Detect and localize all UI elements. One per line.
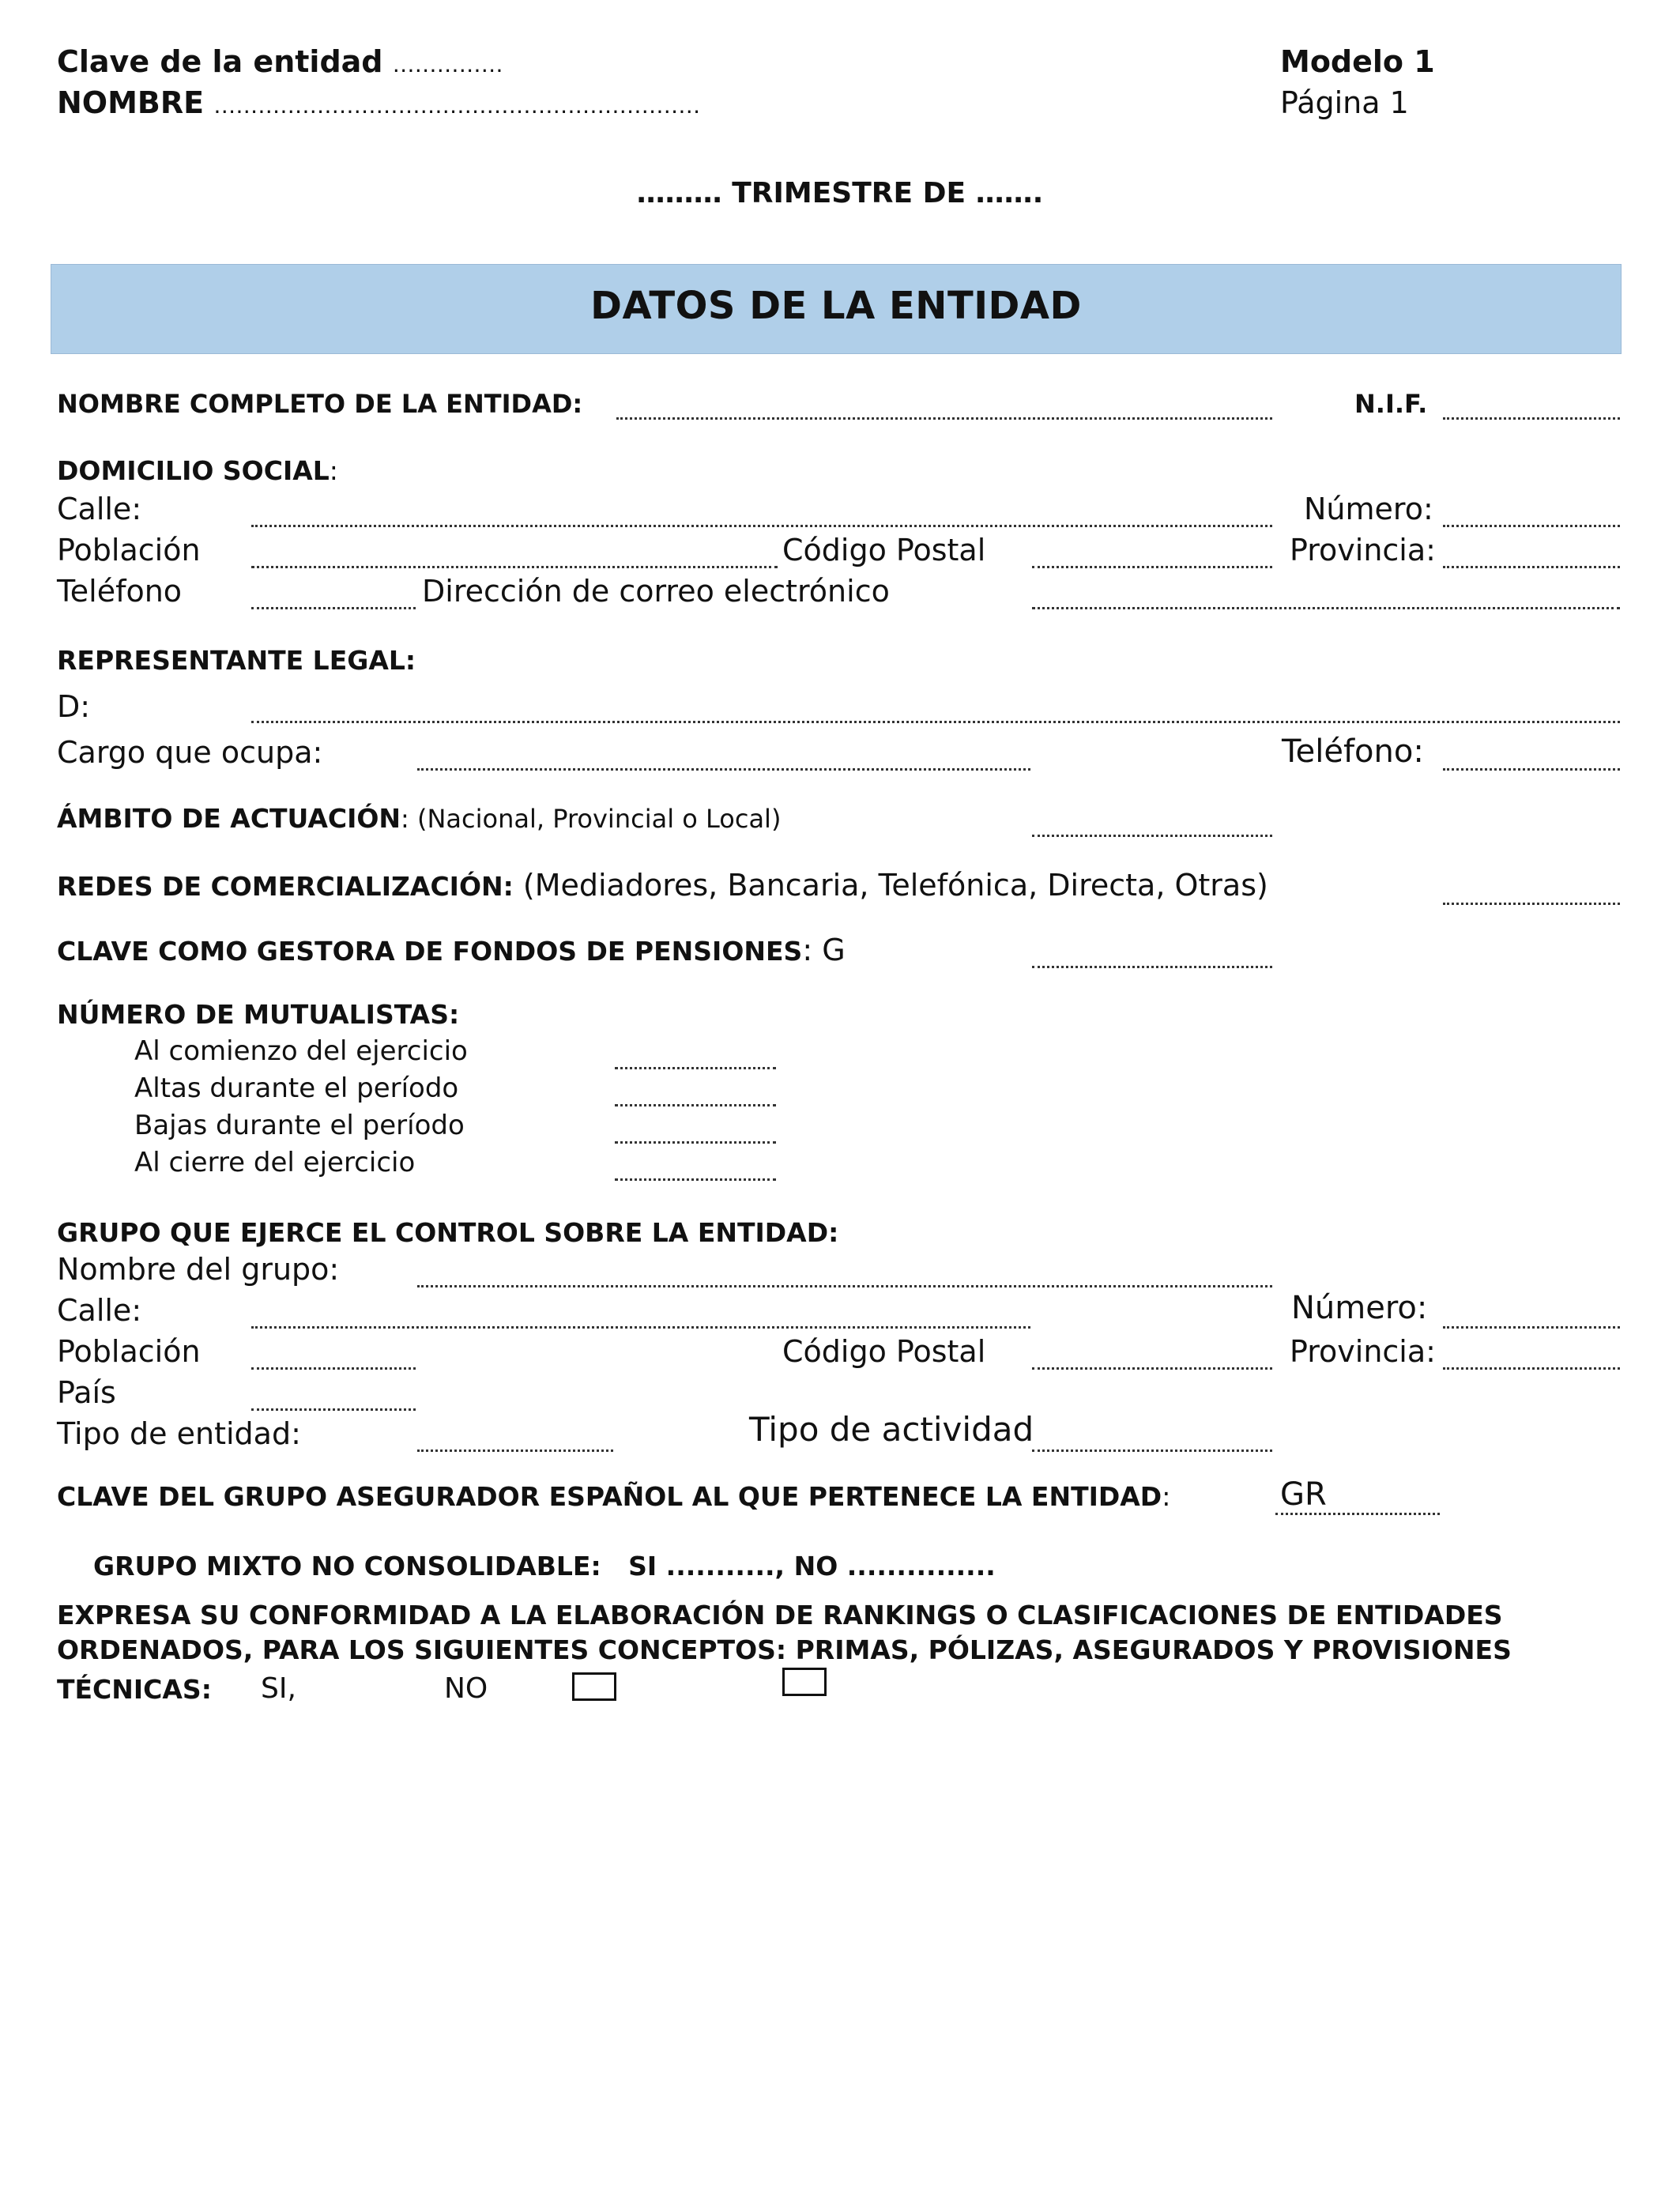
ambito-title: ÁMBITO DE ACTUACIÓN bbox=[57, 803, 401, 834]
gestora-field[interactable] bbox=[1032, 966, 1272, 968]
clave-grupo-heading bbox=[57, 1481, 1170, 1512]
representante-telefono-label: Teléfono: bbox=[1282, 733, 1424, 770]
grupo-poblacion-field[interactable] bbox=[251, 1367, 416, 1370]
representante-telefono-field[interactable] bbox=[1443, 768, 1620, 771]
conformidad-line1: EXPRESA SU CONFORMIDAD A LA ELABORACIÓN DE RANKINGS O CLASIFICACIONES DE ENTIDADES bbox=[57, 1600, 1503, 1630]
grupo-numero-label: Número: bbox=[1291, 1290, 1428, 1326]
representante-d-field[interactable] bbox=[251, 721, 1620, 723]
domicilio-telefono-label: Teléfono bbox=[57, 574, 183, 609]
pagina-label: Página 1 bbox=[1280, 85, 1409, 120]
nif-field[interactable] bbox=[1443, 417, 1620, 420]
domicilio-correo-label: Dirección de correo electrónico bbox=[422, 574, 890, 609]
mutualistas-item: Al comienzo del ejercicio bbox=[134, 1035, 468, 1067]
representante-cargo-label: Cargo que ocupa: bbox=[57, 735, 323, 770]
section-banner bbox=[51, 264, 1622, 354]
nombre-completo-field[interactable] bbox=[616, 417, 1272, 420]
domicilio-poblacion-field[interactable] bbox=[251, 566, 778, 568]
mutualistas-field[interactable] bbox=[615, 1067, 776, 1069]
grupo-mixto-text: GRUPO MIXTO NO CONSOLIDABLE: SI ..........., NO ............... bbox=[93, 1551, 996, 1581]
gestora-desc: : G bbox=[802, 933, 846, 967]
mutualistas-item: Bajas durante el período bbox=[134, 1110, 465, 1141]
ambito-heading bbox=[57, 803, 781, 834]
grupo-numero-field[interactable] bbox=[1443, 1326, 1620, 1329]
conformidad-no-label: NO bbox=[444, 1672, 488, 1705]
clave-grupo-prefix: GR bbox=[1280, 1476, 1327, 1513]
representante-title: REPRESENTANTE LEGAL: bbox=[57, 645, 416, 676]
domicilio-numero-field[interactable] bbox=[1443, 525, 1620, 527]
conformidad-si-checkbox[interactable] bbox=[572, 1672, 616, 1701]
domicilio-provincia-label: Provincia: bbox=[1290, 533, 1436, 567]
grupo-calle-label: Calle: bbox=[57, 1293, 142, 1328]
redes-heading bbox=[57, 868, 1268, 903]
domicilio-calle-field[interactable] bbox=[251, 525, 1272, 527]
redes-field[interactable] bbox=[1443, 903, 1620, 905]
domicilio-telefono-field[interactable] bbox=[251, 607, 416, 609]
redes-title: REDES DE COMERCIALIZACIÓN: bbox=[57, 871, 514, 902]
clave-grupo-field[interactable] bbox=[1275, 1513, 1440, 1515]
mutualistas-field[interactable] bbox=[615, 1178, 776, 1181]
nombre-dots: ………………………………………………………… bbox=[213, 92, 701, 119]
grupo-tipo-entidad-label: Tipo de entidad: bbox=[57, 1416, 301, 1451]
grupo-poblacion-label: Población bbox=[57, 1334, 201, 1369]
grupo-pais-label: País bbox=[57, 1375, 116, 1410]
grupo-tipo-actividad-label: Tipo de actividad bbox=[749, 1410, 1034, 1449]
domicilio-poblacion-label: Población bbox=[57, 533, 201, 567]
representante-d-label: D: bbox=[57, 689, 91, 724]
ambito-desc: : (Nacional, Provincial o Local) bbox=[401, 804, 782, 834]
grupo-provincia-field[interactable] bbox=[1443, 1367, 1620, 1370]
domicilio-heading bbox=[57, 455, 338, 486]
clave-entidad-dots: …………… bbox=[392, 51, 503, 77]
section-title: DATOS DE LA ENTIDAD bbox=[590, 284, 1082, 328]
grupo-nombre-field[interactable] bbox=[417, 1285, 1272, 1287]
nif-label: N.I.F. bbox=[1354, 389, 1428, 419]
nombre-completo-label: NOMBRE COMPLETO DE LA ENTIDAD: bbox=[57, 389, 583, 419]
clave-grupo-title: CLAVE DEL GRUPO ASEGURADOR ESPAÑOL AL QUE PERTENECE LA ENTIDAD bbox=[57, 1481, 1162, 1512]
domicilio-calle-label: Calle: bbox=[57, 492, 142, 526]
grupo-calle-field[interactable] bbox=[251, 1326, 1030, 1329]
clave-grupo-colon: : bbox=[1162, 1481, 1171, 1512]
grupo-tipo-actividad-field[interactable] bbox=[1032, 1449, 1272, 1452]
nombre-label: NOMBRE bbox=[57, 85, 205, 120]
mutualistas-item: Altas durante el período bbox=[134, 1072, 459, 1104]
clave-entidad-label: Clave de la entidad bbox=[57, 44, 383, 79]
mutualistas-field[interactable] bbox=[615, 1141, 776, 1144]
domicilio-numero-label: Número: bbox=[1304, 492, 1433, 526]
grupo-cp-label: Código Postal bbox=[782, 1334, 986, 1369]
grupo-nombre-label: Nombre del grupo: bbox=[57, 1252, 340, 1287]
mutualistas-field[interactable] bbox=[615, 1104, 776, 1106]
grupo-title: GRUPO QUE EJERCE EL CONTROL SOBRE LA ENTIDAD: bbox=[57, 1217, 839, 1248]
grupo-provincia-label: Provincia: bbox=[1290, 1334, 1436, 1369]
domicilio-colon: : bbox=[329, 455, 338, 486]
conformidad-si-label: SI, bbox=[261, 1672, 296, 1705]
grupo-pais-field[interactable] bbox=[251, 1408, 416, 1411]
clave-entidad bbox=[57, 44, 503, 79]
domicilio-title: DOMICILIO SOCIAL bbox=[57, 455, 330, 486]
domicilio-provincia-field[interactable] bbox=[1443, 566, 1620, 568]
ambito-field[interactable] bbox=[1032, 835, 1272, 837]
gestora-title: CLAVE COMO GESTORA DE FONDOS DE PENSIONES bbox=[57, 936, 803, 967]
nombre-entidad bbox=[57, 85, 700, 120]
conformidad-line2: ORDENADOS, PARA LOS SIGUIENTES CONCEPTOS: PRIMAS, PÓLIZAS, ASEGURADOS Y PROVISIONES bbox=[57, 1634, 1512, 1665]
conformidad-tecnicas: TÉCNICAS: bbox=[57, 1674, 212, 1705]
modelo-label: Modelo 1 bbox=[1280, 44, 1435, 79]
mutualistas-item: Al cierre del ejercicio bbox=[134, 1147, 416, 1178]
conformidad-no-checkbox[interactable] bbox=[782, 1668, 827, 1696]
grupo-cp-field[interactable] bbox=[1032, 1367, 1272, 1370]
gestora-heading bbox=[57, 933, 846, 967]
domicilio-cp-label: Código Postal bbox=[782, 533, 986, 567]
trimestre-heading: ……… TRIMESTRE DE ……. bbox=[636, 177, 1044, 209]
grupo-tipo-entidad-field[interactable] bbox=[417, 1449, 613, 1452]
mutualistas-title: NÚMERO DE MUTUALISTAS: bbox=[57, 999, 460, 1030]
domicilio-cp-field[interactable] bbox=[1032, 566, 1272, 568]
representante-cargo-field[interactable] bbox=[417, 768, 1030, 771]
redes-desc: (Mediadores, Bancaria, Telefónica, Directa, Otras) bbox=[513, 868, 1268, 903]
domicilio-correo-field[interactable] bbox=[1032, 607, 1620, 609]
